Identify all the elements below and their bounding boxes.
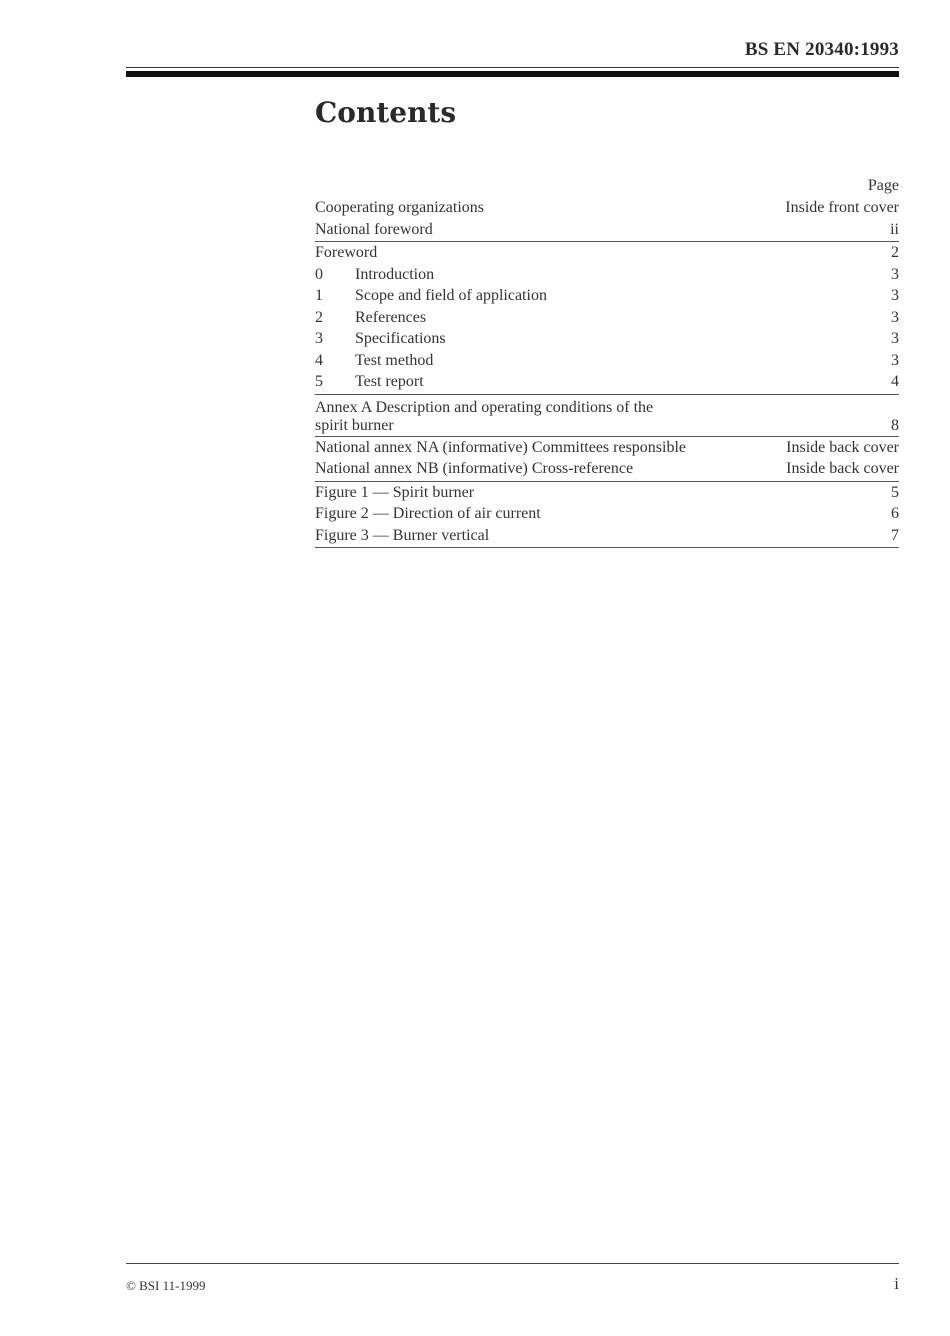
toc-entry[interactable]	[315, 371, 899, 393]
toc-entry-page: 3	[891, 330, 899, 347]
table-of-contents	[315, 175, 899, 548]
toc-entry-page: 7	[891, 526, 899, 544]
toc-entry[interactable]	[315, 458, 899, 480]
toc-entry-page: 3	[891, 265, 899, 283]
toc-entry-label-line2: spirit burner	[315, 416, 394, 434]
toc-entry-page: 5	[891, 483, 899, 501]
toc-entry[interactable]	[315, 482, 899, 504]
toc-entry-label: Foreword	[315, 244, 378, 261]
toc-entry-page: 3	[891, 308, 899, 326]
toc-entry[interactable]	[315, 285, 899, 307]
toc-entry-label: Test report	[355, 373, 424, 390]
toc-entry-label: Figure 2 — Direction of air current	[315, 505, 541, 522]
toc-group-annex	[315, 395, 899, 437]
toc-entry-label: References	[355, 308, 427, 326]
toc-entry[interactable]	[315, 197, 899, 219]
toc-entry-page: Inside back cover	[786, 460, 899, 477]
toc-entry-page: Inside front cover	[785, 199, 899, 216]
footer-rule	[126, 1263, 899, 1264]
toc-entry-label: Figure 1 — Spirit burner	[315, 483, 475, 501]
toc-entry-label: National annex NB (informative) Cross-reference	[315, 460, 634, 477]
header-rule-thick	[126, 71, 899, 77]
toc-entry[interactable]	[315, 525, 899, 547]
toc-entry-label-line1: Annex A Description and operating conditions of the	[315, 398, 654, 416]
toc-entry-label: National annex NA (informative) Committees responsible	[315, 438, 687, 456]
toc-entry-label: Introduction	[355, 265, 435, 283]
toc-entry-number: 1	[315, 287, 323, 304]
toc-entry-page: 4	[891, 373, 899, 390]
toc-entry-page: 8	[891, 416, 899, 434]
toc-entry-label: Test method	[355, 351, 434, 369]
toc-entry-number: 5	[315, 373, 323, 390]
toc-entry-number: 4	[315, 351, 323, 369]
toc-group-main-clauses	[315, 242, 899, 395]
page-number: i	[894, 1274, 899, 1293]
toc-entry-label: Figure 3 — Burner vertical	[315, 526, 490, 544]
toc-entry[interactable]	[315, 503, 899, 525]
toc-entry[interactable]	[315, 328, 899, 350]
toc-entry-label: Specifications	[355, 330, 446, 347]
toc-entry[interactable]	[315, 350, 899, 372]
toc-entry-label: Cooperating organizations	[315, 199, 484, 216]
toc-entry-page: 6	[891, 505, 899, 522]
toc-entry-page: 3	[891, 351, 899, 369]
toc-entry[interactable]	[315, 395, 899, 435]
toc-entry-label: Scope and field of application	[355, 287, 547, 304]
page-column-header: Page	[867, 177, 899, 194]
toc-entry-page: ii	[890, 220, 899, 238]
document-id: BS EN 20340:1993	[744, 39, 899, 60]
toc-group-national-annexes	[315, 437, 899, 482]
toc-entry[interactable]	[315, 264, 899, 286]
toc-entry-page: Inside back cover	[786, 438, 899, 456]
copyright-notice: © BSI 11-1999	[126, 1278, 206, 1293]
page-title: Contents	[315, 96, 457, 129]
toc-entry[interactable]	[315, 307, 899, 329]
toc-entry-label: National foreword	[315, 220, 433, 238]
toc-entry-page: 2	[891, 244, 899, 261]
header-rule-thin	[126, 67, 899, 68]
toc-entry-number: 2	[315, 308, 323, 326]
toc-group-front-matter	[315, 197, 899, 242]
toc-entry[interactable]	[315, 219, 899, 241]
toc-entry-page: 3	[891, 287, 899, 304]
toc-entry-number: 0	[315, 265, 323, 283]
toc-entry-number: 3	[315, 330, 323, 347]
toc-entry[interactable]	[315, 437, 899, 459]
toc-group-figures	[315, 482, 899, 549]
toc-entry[interactable]	[315, 242, 899, 264]
